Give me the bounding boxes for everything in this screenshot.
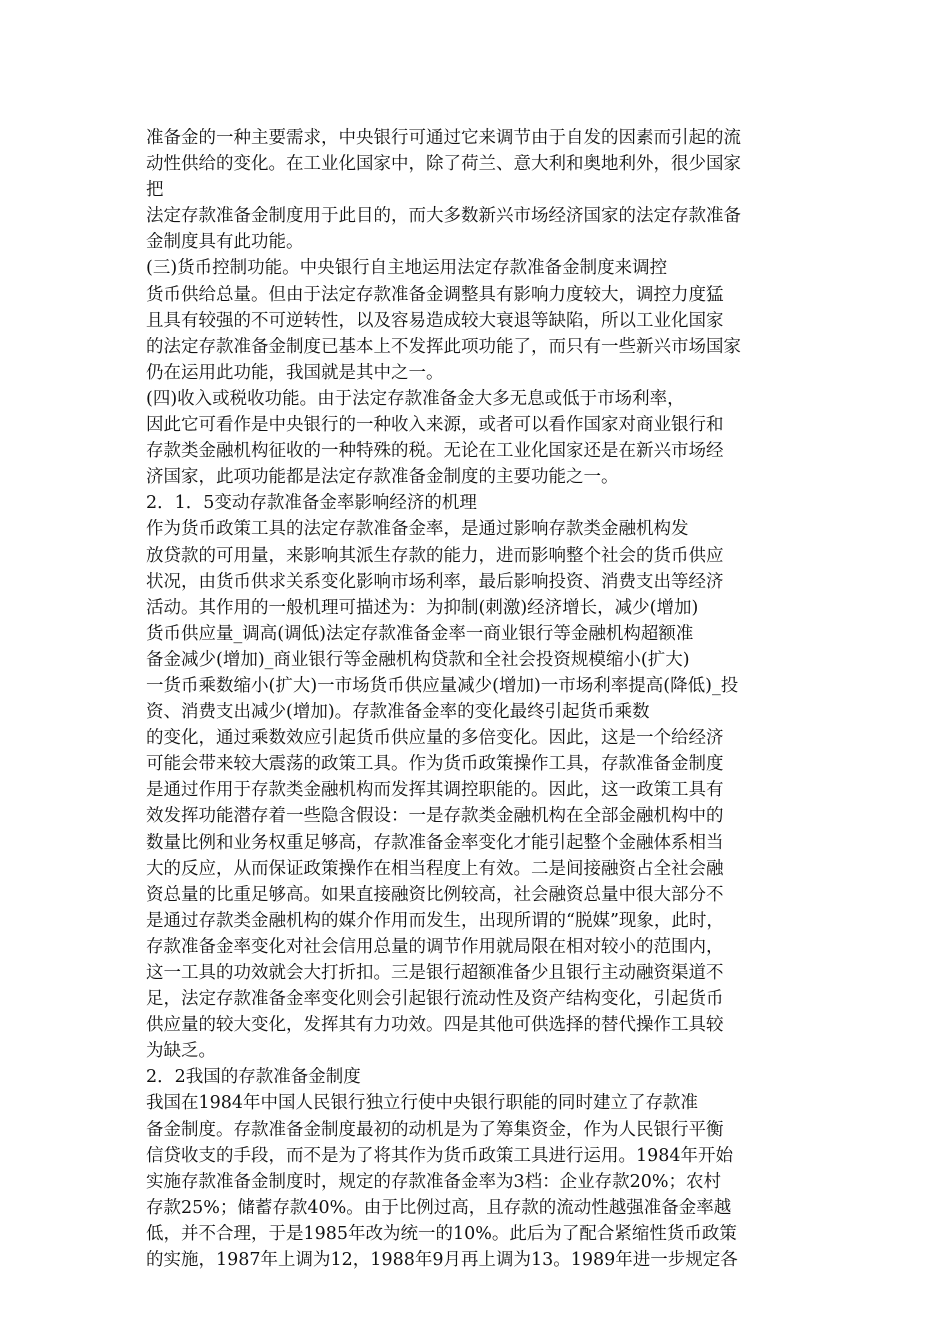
text-line: 准备金的一种主要需求，中央银行可通过它来调节由于自发的因素而引起的流	[146, 128, 741, 148]
text-line: 作为货币政策工具的法定存款准备金率，是通过影响存款类金融机构发	[146, 519, 689, 540]
text-line: 的实施，1987年上调为12，1988年9月再上调为13。1989年进一步规定各	[146, 1250, 738, 1271]
text-line: 这一工具的功效就会大打折扣。三是银行超额准备少且银行主动融资渠道不	[146, 963, 724, 983]
text-line: 低，并不合理，于是1985年改为统一的10%。此后为了配合紧缩性货币政策	[146, 1223, 737, 1244]
text-line: 备金减少(增加)_商业银行等金融机构贷款和全社会投资规模缩小(扩大)	[146, 649, 690, 670]
body-text	[146, 125, 826, 1273]
text-line: 我国在1984年中国人民银行独立行使中央银行职能的同时建立了存款准	[146, 1093, 699, 1114]
text-line: 放贷款的可用量，来影响其派生存款的能力，进而影响整个社会的货币供应	[146, 545, 724, 566]
text-line: 存款准备金率变化对社会信用总量的调节作用就局限在相对较小的范围内，	[146, 936, 724, 957]
text-line: 是通过存款类金融机构的媒介作用而发生，出现所谓的“脱媒”现象，此时，	[146, 910, 724, 931]
text-line: 把	[146, 180, 164, 201]
text-line: 实施存款准备金制度时，规定的存款准备金率为3档：企业存款20%；农村	[146, 1171, 722, 1192]
text-line: 为缺乏。	[146, 1041, 216, 1062]
text-line: 货币供给总量。但由于法定存款准备金调整具有影响力度较大，调控力度猛	[146, 284, 724, 305]
text-line: (三)货币控制功能。中央银行自主地运用法定存款准备金制度来调控	[146, 258, 668, 279]
text-line: (四)收入或税收功能。由于法定存款准备金大多无息或低于市场利率，	[146, 388, 685, 409]
text-line: 活动。其作用的一般机理可描述为：为抑制(刺激)经济增长，减少(增加)	[146, 597, 699, 618]
text-line: 足，法定存款准备金率变化则会引起银行流动性及资产结构变化，引起货币	[146, 989, 724, 1010]
text-line: 效发挥功能潜存着一些隐含假设：一是存款类金融机构在全部金融机构中的	[146, 806, 724, 827]
text-line: 金制度具有此功能。	[146, 232, 304, 253]
text-line: 信贷收支的手段，而不是为了将其作为货币政策工具进行运用。1984年开始	[146, 1145, 734, 1166]
text-line: 备金制度。存款准备金制度最初的动机是为了筹集资金，作为人民银行平衡	[146, 1119, 724, 1140]
text-line: 2．1．5变动存款准备金率影响经济的机理	[146, 493, 477, 514]
text-line: 数量比例和业务权重足够高，存款准备金率变化才能引起整个金融体系相当	[146, 832, 724, 853]
text-line: 是通过作用于存款类金融机构而发挥其调控职能的。因此，这一政策工具有	[146, 780, 724, 801]
text-line: 资、消费支出减少(增加)。存款准备金率的变化最终引起货币乘数	[146, 702, 650, 723]
text-line: 货币供应量_调高(调低)法定存款准备金率一商业银行等金融机构超额准	[146, 623, 694, 644]
text-line: 大的反应，从而保证政策操作在相当程度上有效。二是间接融资占全社会融	[146, 858, 724, 879]
text-line: 2．2我国的存款准备金制度	[146, 1067, 361, 1088]
text-line: 因此它可看作是中央银行的一种收入来源，或者可以看作国家对商业银行和	[146, 415, 724, 436]
text-line: 济国家，此项功能都是法定存款准备金制度的主要功能之一。	[146, 467, 619, 488]
text-line: 且具有较强的不可逆转性，以及容易造成较大衰退等缺陷，所以工业化国家	[146, 310, 724, 331]
text-line: 仍在运用此功能，我国就是其中之一。	[146, 362, 444, 383]
text-line: 存款类金融机构征收的一种特殊的税。无论在工业化国家还是在新兴市场经	[146, 441, 724, 462]
text-line: 状况，由货币供求关系变化影响市场利率，最后影响投资、消费支出等经济	[146, 571, 724, 592]
text-line: 资总量的比重足够高。如果直接融资比例较高，社会融资总量中很大部分不	[146, 884, 724, 905]
text-line: 可能会带来较大震荡的政策工具。作为货币政策操作工具，存款准备金制度	[146, 754, 724, 775]
text-line: 供应量的较大变化，发挥其有力功效。四是其他可供选择的替代操作工具较	[146, 1015, 724, 1036]
text-line: 动性供给的变化。在工业化国家中，除了荷兰、意大利和奥地利外，很少国家	[146, 154, 741, 175]
text-line: 的变化，通过乘数效应引起货币供应量的多倍变化。因此，这是一个给经济	[146, 728, 724, 749]
text-line: 法定存款准备金制度用于此目的，而大多数新兴市场经济国家的法定存款准备	[146, 206, 741, 227]
text-line: 存款25%；储蓄存款40%。由于比例过高，且存款的流动性越强准备金率越	[146, 1197, 732, 1218]
text-line: 的法定存款准备金制度已基本上不发挥此项功能了，而只有一些新兴市场国家	[146, 336, 741, 357]
text-line: 一货币乘数缩小(扩大)一市场货币供应量减少(增加)一市场利率提高(降低)_投	[146, 675, 739, 696]
